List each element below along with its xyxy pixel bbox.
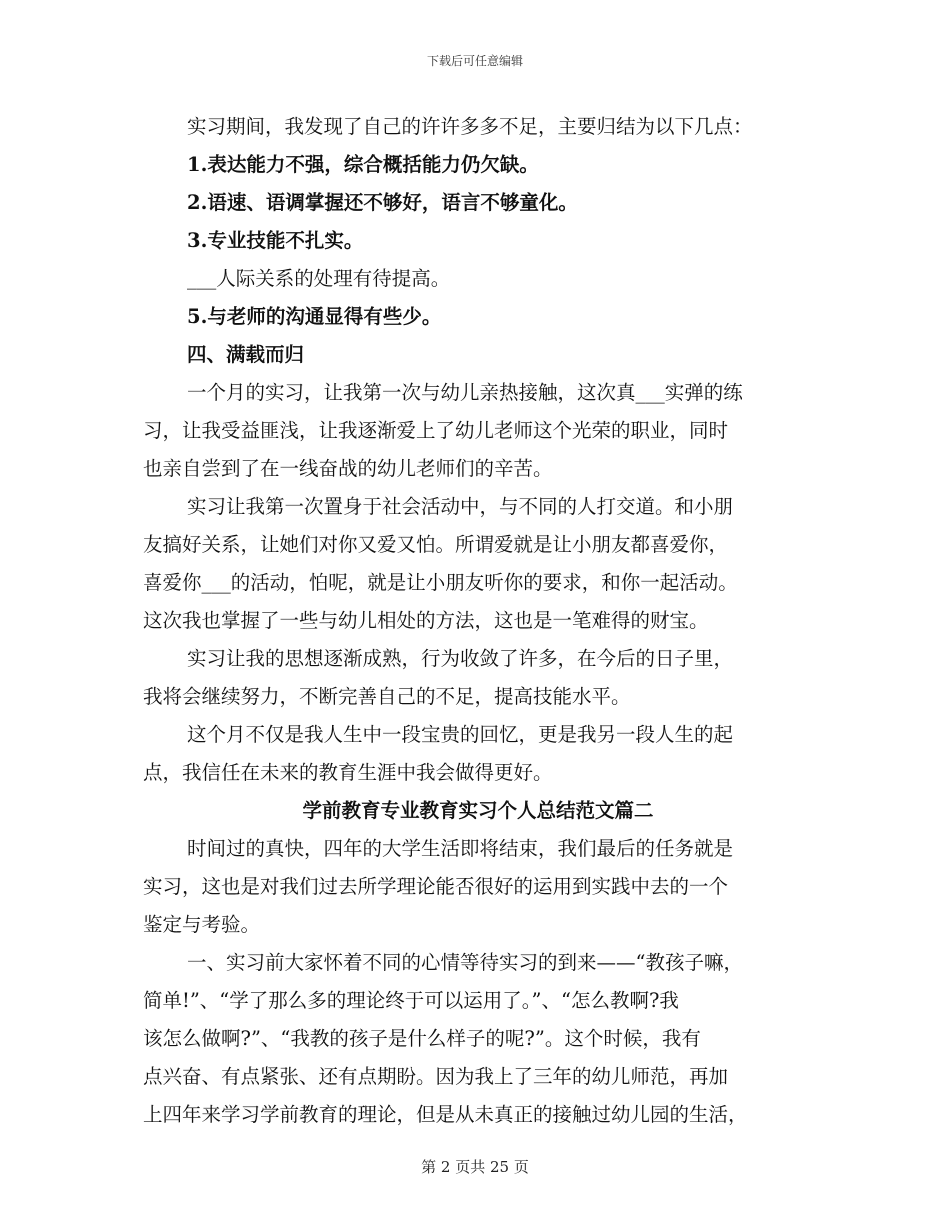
paragraph-line: 简单!”、“学了那么多的理论终于可以运用了。”、“怎么教啊?我 [143,989,679,1012]
paragraph-line: 时间过的真快，四年的大学生活即将结束，我们最后的任务就是 [187,837,734,860]
paragraph-line: 一、实习前大家怀着不同的心情等待实习的到来——“教孩子嘛， [187,951,743,974]
paragraph-line: 实习期间，我发现了自己的许许多多不足，主要归结为以下几点： [187,115,753,138]
paragraph-line: 点，我信任在未来的教育生涯中我会做得更好。 [143,761,553,784]
paragraph-line: 一个月的实习，让我第一次与幼儿亲热接触，这次真___实弹的练 [187,381,743,404]
paragraph-line: 点兴奋、有点紧张、还有点期盼。因为我上了三年的幼儿师范，再加 [143,1065,729,1088]
paragraph-line: 鉴定与考验。 [143,913,261,936]
paragraph-line: 友搞好关系，让她们对你又爱又怕。所谓爱就是让小朋友都喜爱你， [143,533,729,556]
article-title: 学前教育专业教育实习个人总结范文篇二 [302,799,654,822]
list-item-4: ___人际关系的处理有待提高。 [187,267,451,290]
paragraph-line: 实习，这也是对我们过去所学理论能否很好的运用到实践中去的一个 [143,875,729,898]
paragraph-line: 我将会继续努力，不断完善自己的不足，提高技能水平。 [143,685,631,708]
list-item-2: 2.语速、语调掌握还不够好，语言不够童化。 [187,191,578,214]
paragraph-line: 这个月不仅是我人生中一段宝贵的回忆，更是我另一段人生的起 [187,723,734,746]
paragraph-line: 上四年来学习学前教育的理论，但是从未真正的接触过幼儿园的生活， [143,1103,748,1126]
list-item-5: 5.与老师的沟通显得有些少。 [187,305,442,328]
document-body [143,108,813,1134]
paragraph-line: 实习让我第一次置身于社会活动中，与不同的人打交道。和小朋 [187,495,734,518]
paragraph-line: 也亲自尝到了在一线奋战的幼儿老师们的辛苦。 [143,457,553,480]
paragraph-line: 喜爱你___的活动，怕呢，就是让小朋友听你的要求，和你一起活动。 [143,571,738,594]
paragraph-line: 实习让我的思想逐渐成熟，行为收敛了许多，在今后的日子里， [187,647,734,670]
paragraph-line: 这次我也掌握了一些与幼儿相处的方法，这也是一笔难得的财宝。 [143,609,709,632]
page-footer: 第 2 页共 25 页 [421,1158,529,1176]
section-heading: 四、满载而归 [187,343,305,366]
list-item-3: 3.专业技能不扎实。 [187,229,364,252]
list-item-1: 1.表达能力不强，综合概括能力仍欠缺。 [187,153,539,176]
page-header: 下载后可任意编辑 [426,54,523,68]
paragraph-line: 习，让我受益匪浅，让我逐渐爱上了幼儿老师这个光荣的职业，同时 [143,419,729,442]
paragraph-line: 该怎么做啊?”、“我教的孩子是什么样子的呢?”。这个时候，我有 [143,1027,701,1050]
